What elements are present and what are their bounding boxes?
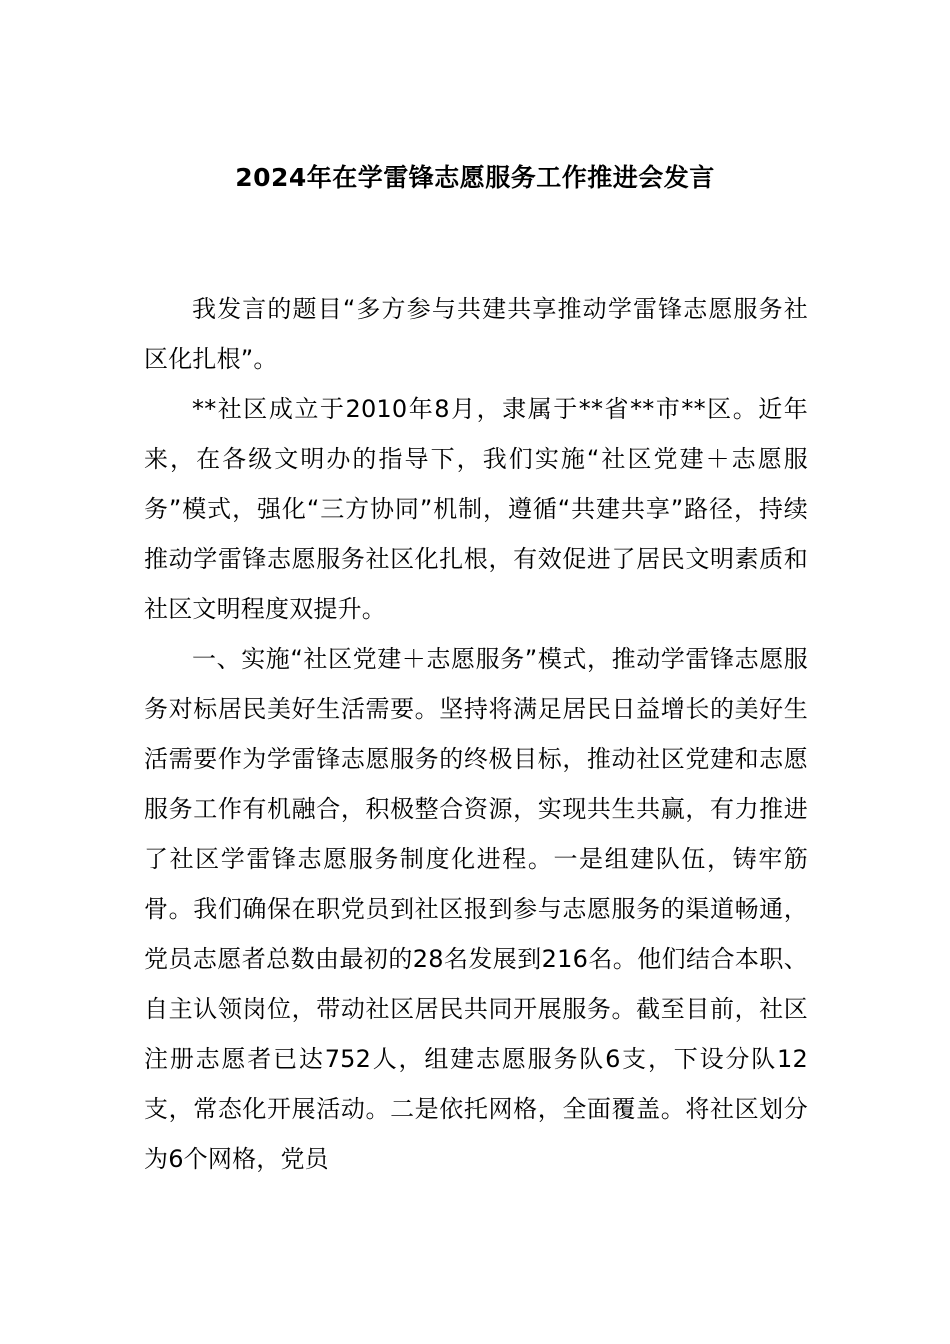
- document-body: [144, 284, 808, 1184]
- paragraph-introduction: **社区成立于2010年8月，隶属于**省**市**区。近年来，在各级文明办的指导下，我们实施“社区党建＋志愿服务”模式，强化“三方协同”机制，遵循“共建共享”路径，持续推动学雷锋志愿服务社区化扎根，有效促进了居民文明素质和社区文明程度双提升。: [144, 395, 808, 623]
- paragraph-topic: 我发言的题目“多方参与共建共享推动学雷锋志愿服务社区化扎根”。: [144, 295, 808, 373]
- paragraph-section-one: 一、实施“社区党建＋志愿服务”模式，推动学雷锋志愿服务对标居民美好生活需要。坚持将满足居民日益增长的美好生活需要作为学雷锋志愿服务的终极目标，推动社区党建和志愿服务工作有机融合，积极整合资源，实现共生共赢，有力推进了社区学雷锋志愿服务制度化进程。一是组建队伍，铸牢筋骨。我们确保在职党员到社区报到参与志愿服务的渠道畅通，党员志愿者总数由最初的28名发展到216名。他们结合本职、自主认领岗位，带动社区居民共同开展服务。截至目前，社区注册志愿者已达752人，组建志愿服务队6支，下设分队12支，常态化开展活动。二是依托网格，全面覆盖。将社区划分为6个网格，党员: [144, 645, 808, 1173]
- document-title: 2024年在学雷锋志愿服务工作推进会发言: [235, 163, 715, 192]
